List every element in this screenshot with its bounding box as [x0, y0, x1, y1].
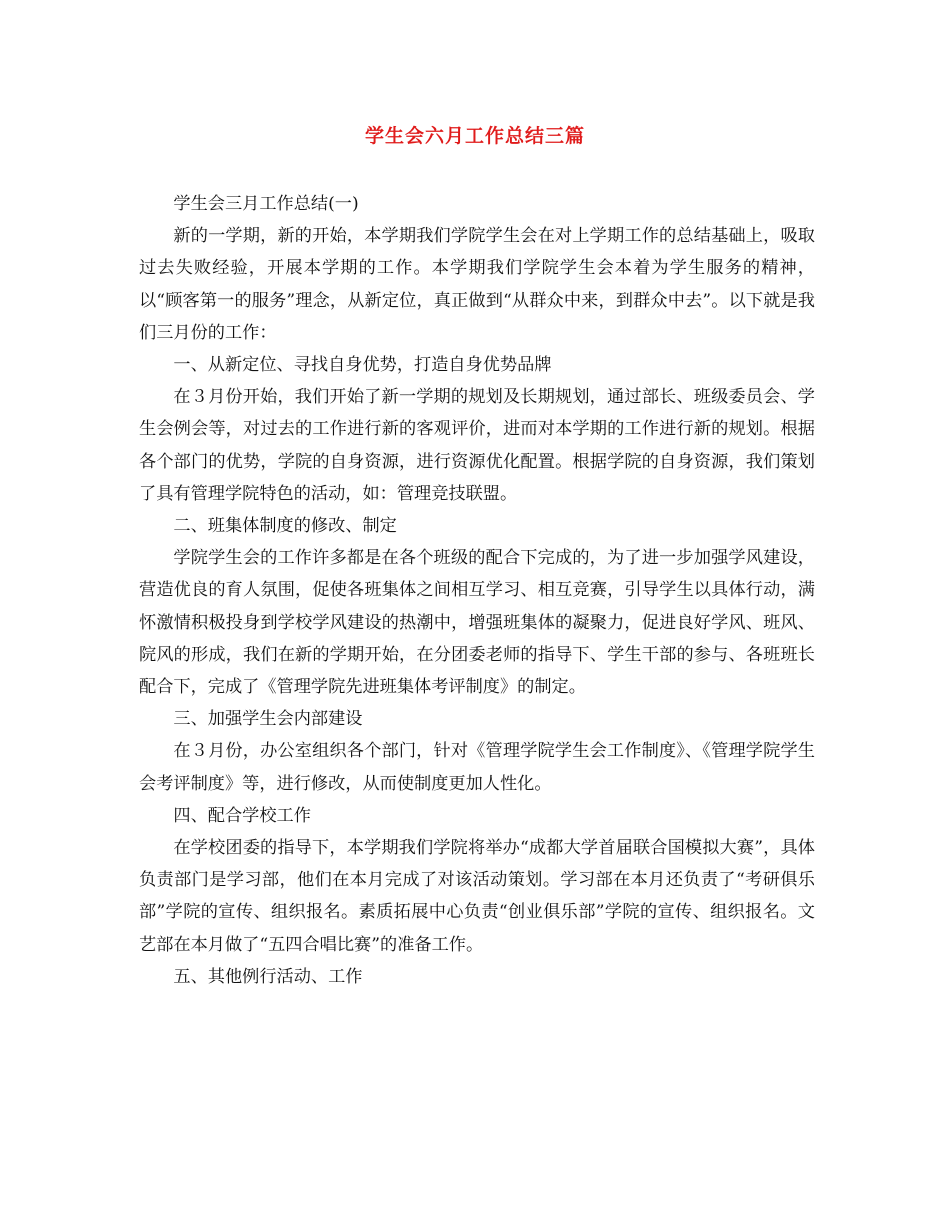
paragraph: 新的一学期，新的开始，本学期我们学院学生会在对上学期工作的总结基础上，吸取过去失败经验，开展本学期的工作。本学期我们学院学生会本着为学生服务的精神，以“顾客第一的服务”理念，从新定位，真正做到“从群众中来，到群众中去”。以下就是我们三月份的工作： [139, 226, 815, 343]
paragraph: 在学校团委的指导下，本学期我们学院将举办“成都大学首届联合国模拟大赛”，具体负责部门是学习部，他们在本月完成了对该活动策划。学习部在本月还负责了“考研俱乐部”学院的宣传、组织报名。素质拓展中心负责“创业俱乐部”学院的宣传、组织报名。文艺部在本月做了“五四合唱比赛”的准备工作。 [139, 838, 815, 955]
document-body [139, 188, 815, 993]
section-heading: 三、加强学生会内部建设 [173, 709, 363, 730]
section-heading: 五、其他例行活动、工作 [173, 966, 363, 987]
section-heading: 二、班集体制度的修改、制定 [173, 516, 397, 537]
section-heading: 四、配合学校工作 [173, 805, 311, 826]
document-title: 学生会六月工作总结三篇 [364, 125, 585, 147]
section-heading: 学生会三月工作总结(一) [173, 194, 359, 214]
section-heading: 一、从新定位、寻找自身优势，打造自身优势品牌 [173, 355, 552, 376]
paragraph: 在３月份开始，我们开始了新一学期的规划及长期规划，通过部长、班级委员会、学生会例会等，对过去的工作进行新的客观评价，进而对本学期的工作进行新的规划。根据各个部门的优势，学院的自身资源，进行资源优化配置。根据学院的自身资源，我们策划了具有管理学院特色的活动，如：管理竞技联盟。 [139, 387, 815, 504]
paragraph: 学院学生会的工作许多都是在各个班级的配合下完成的，为了进一步加强学风建设，营造优良的育人氛围，促使各班集体之间相互学习、相互竞赛，引导学生以具体行动，满怀激情积极投身到学校学风建设的热潮中，增强班集体的凝聚力，促进良好学风、班风、院风的形成，我们在新的学期开始，在分团委老师的指导下、学生干部的参与、各班班长配合下，完成了《管理学院先进班集体考评制度》的制定。 [139, 548, 815, 698]
paragraph: 在３月份，办公室组织各个部门，针对《管理学院学生会工作制度》、《管理学院学生会考评制度》等，进行修改，从而使制度更加人性化。 [139, 741, 815, 794]
